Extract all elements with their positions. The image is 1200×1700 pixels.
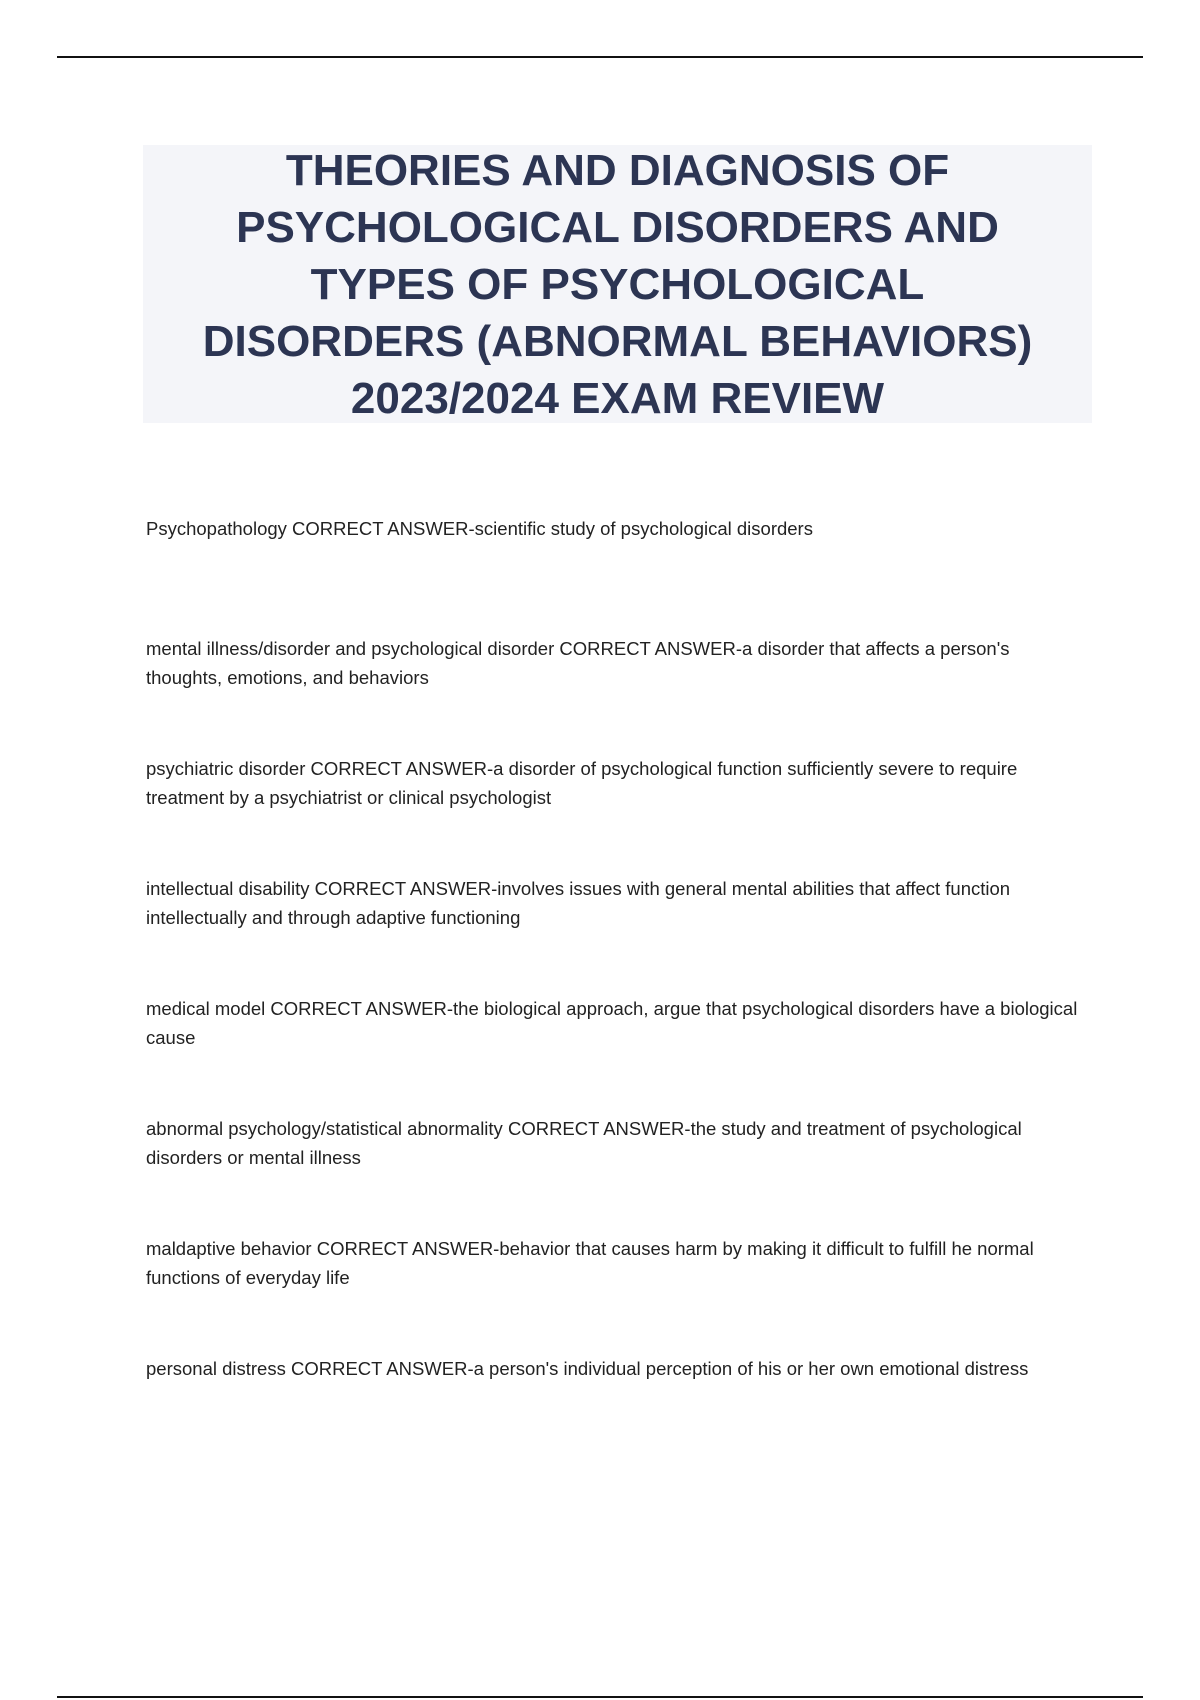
title-line: DISORDERS (ABNORMAL BEHAVIORS) xyxy=(202,316,1033,366)
answer: behavior that causes harm by making it difficult to fulfill he normal functions of everyday life xyxy=(146,1238,1034,1288)
document-title xyxy=(203,142,1033,427)
term: medical model xyxy=(146,998,266,1019)
answer-marker: CORRECT ANSWER- xyxy=(270,998,454,1019)
answer-marker: CORRECT ANSWER- xyxy=(507,1118,691,1139)
term: psychiatric disorder xyxy=(146,758,306,779)
term: Psychopathology xyxy=(146,518,287,539)
answer: a person's individual perception of his or her own emotional distress xyxy=(473,1358,1029,1379)
term: personal distress xyxy=(146,1358,286,1379)
answer-marker: CORRECT ANSWER- xyxy=(559,638,743,659)
top-rule xyxy=(57,56,1143,58)
qa-item xyxy=(146,634,1086,754)
term: abnormal psychology/statistical abnormality xyxy=(146,1118,503,1139)
term: intellectual disability xyxy=(146,878,310,899)
answer-marker: CORRECT ANSWER- xyxy=(314,878,498,899)
answer-marker: CORRECT ANSWER- xyxy=(310,758,494,779)
answer: a disorder that affects a person's thoughts, emotions, and behaviors xyxy=(146,638,1010,688)
qa-list xyxy=(146,514,1086,1474)
title-line: 2023/2024 EXAM REVIEW xyxy=(350,373,885,423)
term: mental illness/disorder and psychological disorder xyxy=(146,638,555,659)
title-line: TYPES OF PSYCHOLOGICAL xyxy=(310,259,925,309)
qa-item xyxy=(146,874,1086,994)
title-line: THEORIES AND DIAGNOSIS OF xyxy=(285,145,950,195)
qa-item xyxy=(146,1114,1086,1234)
title-banner xyxy=(143,145,1092,423)
qa-item xyxy=(146,1234,1086,1354)
answer: the study and treatment of psychological disorders or mental illness xyxy=(146,1118,1022,1168)
answer-marker: CORRECT ANSWER- xyxy=(290,1358,474,1379)
bottom-rule xyxy=(57,1696,1143,1698)
answer: involves issues with general mental abilities that affect function intellectually and through adaptive functioning xyxy=(146,878,1011,928)
qa-item xyxy=(146,994,1086,1114)
term: maldaptive behavior xyxy=(146,1238,312,1259)
answer-marker: CORRECT ANSWER- xyxy=(316,1238,500,1259)
answer-marker: CORRECT ANSWER- xyxy=(292,518,475,539)
title-line: PSYCHOLOGICAL DISORDERS AND xyxy=(236,202,999,252)
qa-item xyxy=(146,754,1086,874)
answer: the biological approach, argue that psychological disorders have a biological cause xyxy=(146,998,1078,1048)
answer: scientific study of psychological disorders xyxy=(474,518,813,539)
answer: a disorder of psychological function sufficiently severe to require treatment by a psychiatrist or clinical psychologist xyxy=(146,758,1018,808)
qa-item xyxy=(146,514,1086,634)
qa-item xyxy=(146,1354,1086,1474)
